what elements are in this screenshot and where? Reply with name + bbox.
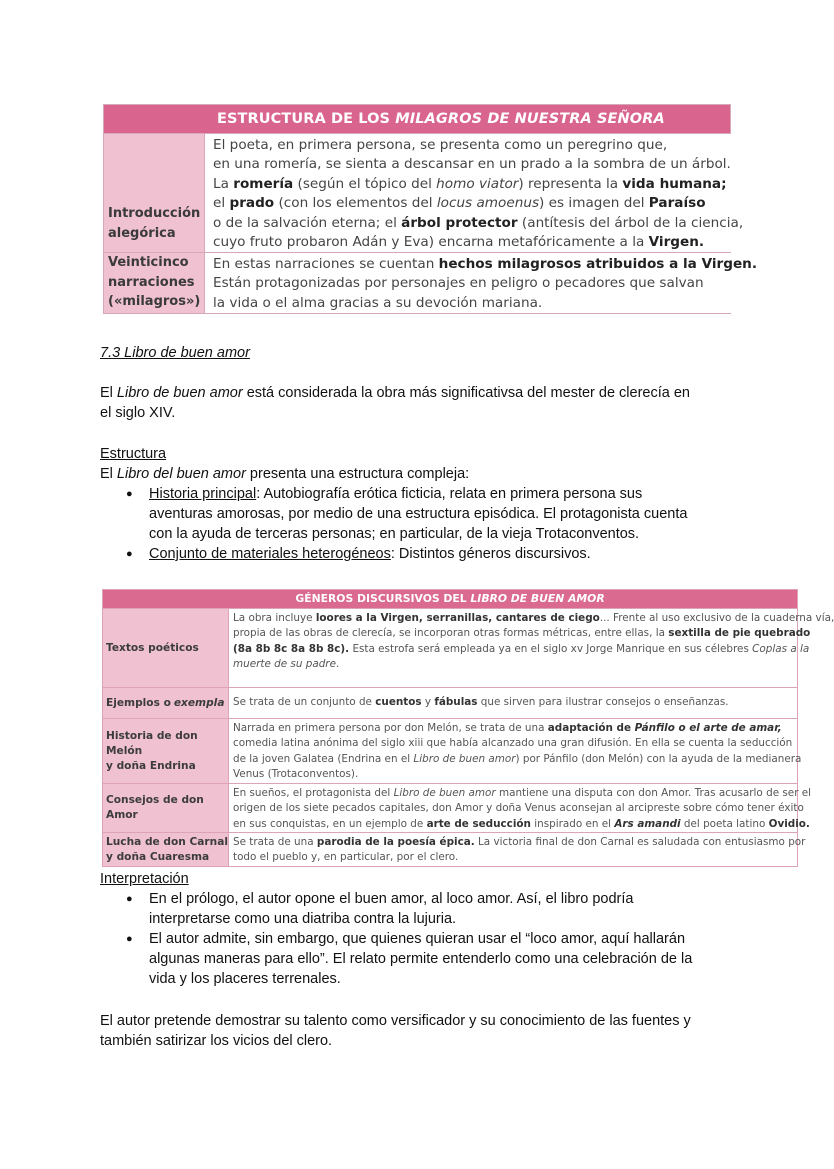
list-item	[100, 929, 740, 989]
t: Pánfilo o el arte de amar,	[634, 722, 782, 734]
t: con la ayuda de terceras personas; en particular, de la vieja Trotaconventos.	[149, 526, 640, 542]
row-content	[228, 609, 834, 687]
milagros-structure-table	[103, 104, 758, 314]
estructura-block	[100, 444, 740, 564]
label-line: Introducción	[108, 206, 201, 221]
t: parodia de la poesía épica.	[316, 836, 475, 848]
label-line: («milagros»)	[108, 294, 201, 309]
t: ) por Pánfilo (don Melón) con la ayuda de la medianera	[515, 752, 802, 765]
text-line	[233, 695, 729, 710]
row-label	[103, 833, 228, 866]
t: El autor pretende demostrar su talento como versificador y su conocimiento de las fuentes y	[100, 1013, 691, 1029]
text-line	[233, 657, 834, 672]
text-line	[213, 233, 743, 252]
t: hechos milagrosos atribuidos a la Virgen.	[438, 256, 758, 272]
table-row	[103, 718, 802, 783]
label-line: Historia de don Melón	[106, 729, 198, 757]
t: (según el tópico del	[293, 175, 437, 192]
t: Libro de buen amor	[393, 787, 496, 799]
t: .	[335, 657, 340, 670]
t: Conjunto de materiales heterogéneos	[149, 546, 391, 562]
label-line: y doña Endrina	[106, 759, 196, 772]
t: el siglo XIV.	[100, 405, 176, 421]
t: está considerada la obra más significativsa del mester de clerecía en	[242, 385, 690, 401]
t: Ejemplos o	[106, 696, 171, 709]
t: (con los elementos del	[274, 195, 437, 212]
row-content	[204, 253, 757, 313]
table-title: ESTRUCTURA DE LOS	[217, 111, 396, 127]
t: arte de seducción	[426, 817, 531, 830]
t: : Distintos géneros discursivos.	[390, 546, 591, 562]
t: adaptación de	[547, 722, 635, 734]
table-row	[104, 252, 758, 313]
text-line: El poeta, en primera persona, se presenta como un peregrino que,	[213, 137, 668, 153]
t: también satirizar los vicios del clero.	[100, 1033, 333, 1049]
t: El	[100, 466, 117, 482]
text-line	[233, 642, 834, 657]
table-row	[103, 832, 806, 866]
t: árbol protector	[401, 214, 518, 231]
t: En sueños, el protagonista del	[233, 787, 394, 799]
row-label: Textos poéticos	[103, 609, 228, 687]
t: inspirado en el	[530, 817, 615, 830]
t: locus amoenus	[436, 195, 540, 212]
t: Esta estrofa será empleada ya en el siglo xv Jorge Manrique en sus célebres	[349, 642, 753, 655]
t: (8a 8b 8c 8a 8b 8c).	[233, 642, 350, 655]
row-content	[228, 784, 811, 832]
t: La obra incluye	[233, 612, 316, 624]
t: romería	[233, 175, 294, 192]
t: Virgen.	[648, 234, 705, 251]
text-line: en una romería, se sienta a descansar en un prado a la sombra de un árbol.	[213, 156, 731, 173]
list-item	[100, 484, 740, 544]
t: sextilla de pie quebrado	[668, 627, 811, 640]
t: La	[213, 175, 234, 192]
row-label	[103, 688, 228, 718]
t: prado	[229, 195, 275, 212]
t: Ars amandi	[614, 817, 681, 830]
text-line	[233, 817, 811, 832]
t: fábulas	[434, 696, 478, 709]
text-line	[233, 786, 811, 801]
label-line: alegórica	[108, 225, 176, 241]
t: Ovidio.	[768, 817, 810, 830]
row-label	[104, 253, 204, 313]
t: Libro del buen amor	[116, 466, 246, 482]
text-line: Están protagonizadas por personajes en peligro o pecadores que salvan	[213, 275, 704, 292]
t: : Autobiografía erótica ficticia, relata en primera persona sus	[256, 486, 643, 502]
t: Coplas a la	[752, 642, 810, 655]
generos-table	[102, 589, 834, 867]
subsection-title: Estructura	[100, 446, 167, 462]
t: La victoria final de don Carnal es saludada con entusiasmo por	[474, 836, 806, 848]
t: cuyo fruto probaron Adán y Eva) encarna metafóricamente a la	[213, 234, 649, 251]
t: Se trata de una	[233, 836, 317, 848]
t: loores a la Virgen, serranillas, cantares de ciego	[315, 612, 600, 624]
t: exempla	[173, 696, 225, 709]
text-line: Venus (Trotaconventos).	[233, 767, 359, 780]
estructura-intro	[100, 464, 740, 484]
subsection-title: Interpretación	[100, 871, 189, 887]
t: En el prólogo, el autor opone el buen amor, al loco amor. Así, el libro podría	[149, 891, 634, 907]
table-row	[103, 608, 834, 687]
text-line: todo el pueblo y, en particular, por el clero.	[233, 851, 459, 864]
t: en sus conquistas, en un ejemplo de	[233, 817, 427, 830]
row-content	[204, 134, 743, 252]
t: del poeta latino	[680, 817, 769, 830]
interpretacion-block	[100, 869, 740, 989]
t: mantiene una disputa con don Amor. Tras acusarlo de ser el	[495, 787, 812, 799]
text-line	[213, 194, 743, 213]
list-item	[100, 889, 740, 929]
label-line: y doña Cuaresma	[106, 850, 210, 863]
t: homo viator	[436, 175, 519, 192]
text-line	[233, 611, 834, 626]
text-line	[233, 752, 801, 767]
t: de la joven Galatea (Endrina en el	[233, 752, 414, 765]
t: Libro de buen amor	[413, 752, 516, 765]
text-line	[213, 255, 757, 274]
t: o de la salvación eterna; el	[213, 214, 402, 231]
t: Narrada en primera persona por don Melón, se trata de una	[233, 722, 548, 734]
t: presenta una estructura compleja:	[245, 466, 470, 482]
t: y	[421, 696, 435, 709]
t: Libro de buen amor	[116, 385, 243, 401]
t: propia de las obras de clerecía, se incorporan otras formas métricas, entre ellas, la	[233, 627, 669, 640]
text-line: comedia latina anónima del siglo xiii que había alcanzado una gran difusión. En ella se cuenta la seducción	[233, 737, 793, 750]
text-line	[233, 626, 834, 641]
t: El	[100, 385, 117, 401]
text-line	[233, 835, 805, 850]
text-line: la vida o el alma gracias a su devoción mariana.	[213, 294, 543, 311]
closing-paragraph	[100, 1011, 740, 1051]
row-content	[228, 688, 797, 718]
table-title-italic: MILAGROS DE NUESTRA SEÑORA	[395, 111, 665, 127]
t: ) representa la	[518, 175, 623, 192]
t: (antítesis del árbol de la ciencia,	[517, 214, 744, 231]
intro-paragraph	[100, 383, 740, 423]
text-line	[213, 175, 743, 194]
table-header	[104, 105, 730, 133]
bullet-list	[100, 484, 740, 564]
label-line: Veinticinco	[108, 255, 189, 270]
table-row	[103, 783, 812, 832]
text-line	[213, 214, 743, 233]
t: vida y los placeres terrenales.	[149, 971, 341, 987]
t: interpretarse como una diatriba contra la lujuria.	[149, 911, 457, 927]
table-title: GÉNEROS DISCURSIVOS DEL	[295, 592, 471, 605]
table-row	[104, 133, 744, 252]
t: el	[213, 195, 230, 212]
t: cuentos	[375, 696, 422, 709]
t: El autor admite, sin embargo, que quienes quieran usar el “loco amor, aquí hallarán	[149, 931, 686, 947]
row-label	[103, 719, 228, 783]
text-line: origen de los siete pecados capitales, don Amor y doña Venus aconsejan al arcipreste sobre cómo tener éxito	[233, 802, 804, 815]
t: vida humana;	[622, 175, 727, 192]
t: algunas maneras para ello”. El relato permite entenderlo como una celebración de la	[149, 951, 693, 967]
t: muerte de su padre	[233, 657, 336, 670]
table-row	[103, 687, 797, 718]
label-line: Lucha de don Carnal	[106, 835, 228, 848]
t: En estas narraciones se cuentan	[213, 256, 439, 272]
row-label: Consejos de don Amor	[103, 784, 228, 832]
t: Paraíso	[648, 195, 706, 212]
row-content	[228, 833, 805, 866]
bullet-list	[100, 889, 740, 989]
t: Historia principal	[149, 486, 257, 502]
t: aventuras amorosas, por medio de una estructura episódica. El protagonista cuenta	[149, 506, 688, 522]
section-title: 7.3 Libro de buen amor	[100, 345, 250, 361]
t: Se trata de un conjunto de	[233, 696, 376, 709]
table-header	[103, 590, 797, 608]
table-title-italic: LIBRO DE BUEN AMOR	[470, 592, 605, 605]
section-heading	[100, 343, 740, 363]
t: que sirven para ilustrar consejos o enseñanzas.	[477, 696, 729, 709]
row-content	[228, 719, 801, 783]
label-line: narraciones	[108, 274, 195, 290]
text-line	[233, 721, 801, 736]
row-label	[104, 134, 204, 252]
t: ) es imagen del	[539, 195, 649, 212]
t: ... Frente al uso exclusivo de la cuaderna vía,	[599, 612, 834, 624]
list-item	[100, 544, 740, 564]
